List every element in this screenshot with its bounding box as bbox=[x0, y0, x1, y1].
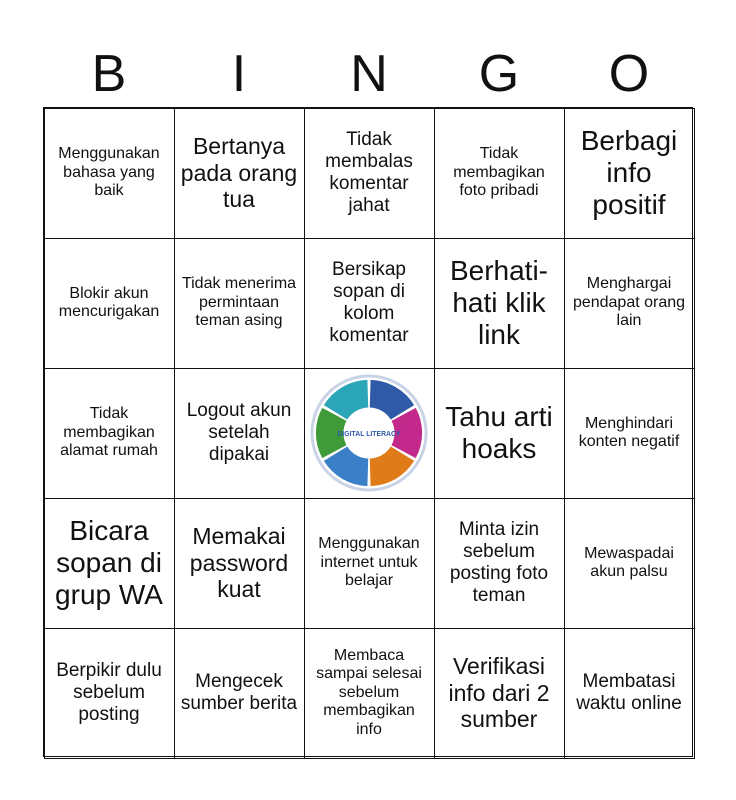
bingo-cell-text: Bersikap sopan di kolom komentar bbox=[329, 259, 409, 346]
bingo-cell-text: Berpikir dulu sebelum posting bbox=[56, 660, 162, 725]
bingo-cell-text: Mengecek sumber berita bbox=[180, 671, 298, 714]
bingo-cell[interactable] bbox=[564, 108, 695, 239]
bingo-cell-text: Mewaspadai akun palsu bbox=[584, 544, 674, 580]
bingo-cell[interactable] bbox=[434, 498, 565, 629]
bingo-cell[interactable] bbox=[564, 628, 695, 759]
bingo-cell[interactable] bbox=[44, 108, 175, 239]
bingo-cell-text: Membatasi waktu online bbox=[576, 671, 682, 714]
header-letter-o: O bbox=[608, 45, 650, 103]
bingo-cell-text: Logout akun setelah dipakai bbox=[186, 400, 292, 465]
bingo-cell[interactable] bbox=[434, 368, 565, 499]
bingo-cell-text: Bertanya pada orang tua bbox=[180, 133, 298, 213]
bingo-cell[interactable] bbox=[564, 368, 695, 499]
bingo-cell[interactable] bbox=[304, 108, 435, 239]
bingo-cell-text: Tidak membagikan alamat rumah bbox=[60, 405, 158, 460]
bingo-cell-text: Berbagi info positif bbox=[580, 124, 678, 221]
bingo-cell-free[interactable] bbox=[304, 368, 435, 499]
bingo-cell-text: Bicara sopan di grup WA bbox=[55, 514, 163, 611]
bingo-cell[interactable] bbox=[564, 238, 695, 369]
bingo-cell[interactable] bbox=[174, 628, 305, 759]
bingo-cell-text: Tidak menerima permintaan teman asing bbox=[181, 275, 297, 330]
bingo-cell[interactable] bbox=[174, 108, 305, 239]
header-letter-g: G bbox=[478, 45, 520, 103]
bingo-cell-text: Menghargai pendapat orang lain bbox=[572, 275, 686, 330]
bingo-cell[interactable] bbox=[174, 368, 305, 499]
bingo-cell[interactable] bbox=[174, 238, 305, 369]
bingo-cell-text: Tahu arti hoaks bbox=[445, 400, 553, 464]
bingo-cell[interactable] bbox=[44, 368, 175, 499]
header-letter-n: N bbox=[350, 45, 388, 103]
bingo-cell-text: Minta izin sebelum posting foto teman bbox=[449, 519, 549, 606]
bingo-cell-text: Menggunakan bahasa yang baik bbox=[58, 145, 160, 200]
bingo-cell[interactable] bbox=[304, 238, 435, 369]
bingo-cell[interactable] bbox=[564, 498, 695, 629]
header-letter-b: B bbox=[91, 45, 127, 103]
bingo-cell-text: Tidak membagikan foto pribadi bbox=[453, 145, 545, 200]
bingo-cell-text: Membaca sampai selesai sebelum membagikan info bbox=[316, 647, 422, 738]
bingo-header bbox=[44, 40, 694, 108]
bingo-cell[interactable] bbox=[174, 498, 305, 629]
bingo-cell[interactable] bbox=[434, 628, 565, 759]
digital-literacy-wheel-image bbox=[310, 374, 428, 492]
bingo-cell[interactable] bbox=[44, 628, 175, 759]
bingo-cell[interactable] bbox=[44, 238, 175, 369]
bingo-cell[interactable] bbox=[434, 108, 565, 239]
bingo-cell-text: Memakai password kuat bbox=[189, 523, 289, 603]
bingo-board bbox=[43, 107, 693, 757]
bingo-cell[interactable] bbox=[44, 498, 175, 629]
bingo-cell-text: Menghindari konten negatif bbox=[578, 414, 680, 450]
wheel-center-title: DIGITAL LITERACY bbox=[337, 430, 401, 438]
bingo-cell[interactable] bbox=[304, 498, 435, 629]
bingo-cell[interactable] bbox=[434, 238, 565, 369]
bingo-cell-text: Berhati-hati klik link bbox=[449, 254, 549, 351]
bingo-cell-text: Blokir akun mencurigakan bbox=[58, 284, 160, 320]
header-letter-i: I bbox=[231, 45, 247, 103]
bingo-cell-text: Verifikasi info dari 2 sumber bbox=[448, 653, 550, 733]
bingo-cell-text: Menggunakan internet untuk belajar bbox=[318, 535, 420, 590]
bingo-cell-text: Tidak membalas komentar jahat bbox=[325, 129, 413, 216]
bingo-cell[interactable] bbox=[304, 628, 435, 759]
